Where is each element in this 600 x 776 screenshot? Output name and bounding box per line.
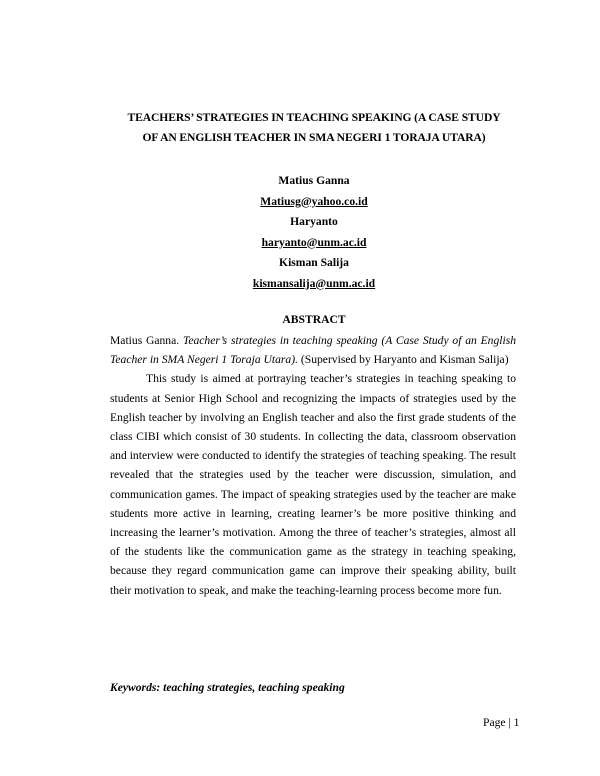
author-name: Kisman Salija — [279, 256, 349, 269]
author-name: Haryanto — [290, 215, 338, 228]
author-email[interactable]: kismansalija@unm.ac.id — [252, 276, 376, 290]
author-name: Matius Ganna — [278, 174, 350, 187]
keywords: Keywords: teaching strategies, teaching speaking — [110, 681, 345, 694]
citation-paragraph — [110, 331, 516, 369]
title-line-2: OF AN ENGLISH TEACHER IN SMA NEGERI 1 TORAJA UTARA) — [142, 131, 486, 144]
author-email[interactable]: Matiusg@yahoo.co.id — [260, 194, 368, 208]
page-number: Page | 1 — [483, 716, 520, 729]
abstract-heading: ABSTRACT — [282, 313, 346, 326]
paper-title — [60, 108, 568, 148]
title-line-1: TEACHERS’ STRATEGIES IN TEACHING SPEAKING (A CASE STUDY — [127, 111, 501, 124]
author-email[interactable]: haryanto@unm.ac.id — [261, 235, 367, 249]
abstract-section — [110, 331, 516, 600]
citation-author: Matius Ganna. — [110, 334, 180, 347]
citation-title: Teacher’s strategies in teaching speaking (A Case Study of an English Teacher in SMA Negeri 1 Toraja Utara). — [110, 334, 517, 367]
citation-supervisors: (Supervised by Haryanto and Kisman Salija) — [300, 353, 509, 367]
abstract-paragraph: This study is aimed at portraying teacher’s strategies in teaching speaking to students at Senior High School and recognizing the impacts of strategies used by the English teacher by involving an English teacher and also the first grade students of the class CIBI which consist of 30 students. In collecting the data, classroom observation and interview were conducted to identify the strategies of teaching speaking. The result revealed that the strategies used by the teacher were discussion, simulation, and communication games. The impact of speaking strategies used by the teacher are make students more active in learning, creating learner’s be more positive thinking and increasing the learner’s motivation. Among the three of teacher’s strategies, almost all of the students like the communication game as the strategy in teaching speaking, because they regard communication game can improve their speaking ability, built their motivation to speak, and make the teaching-learning process become more fun. — [110, 372, 516, 597]
author-block — [0, 171, 600, 294]
